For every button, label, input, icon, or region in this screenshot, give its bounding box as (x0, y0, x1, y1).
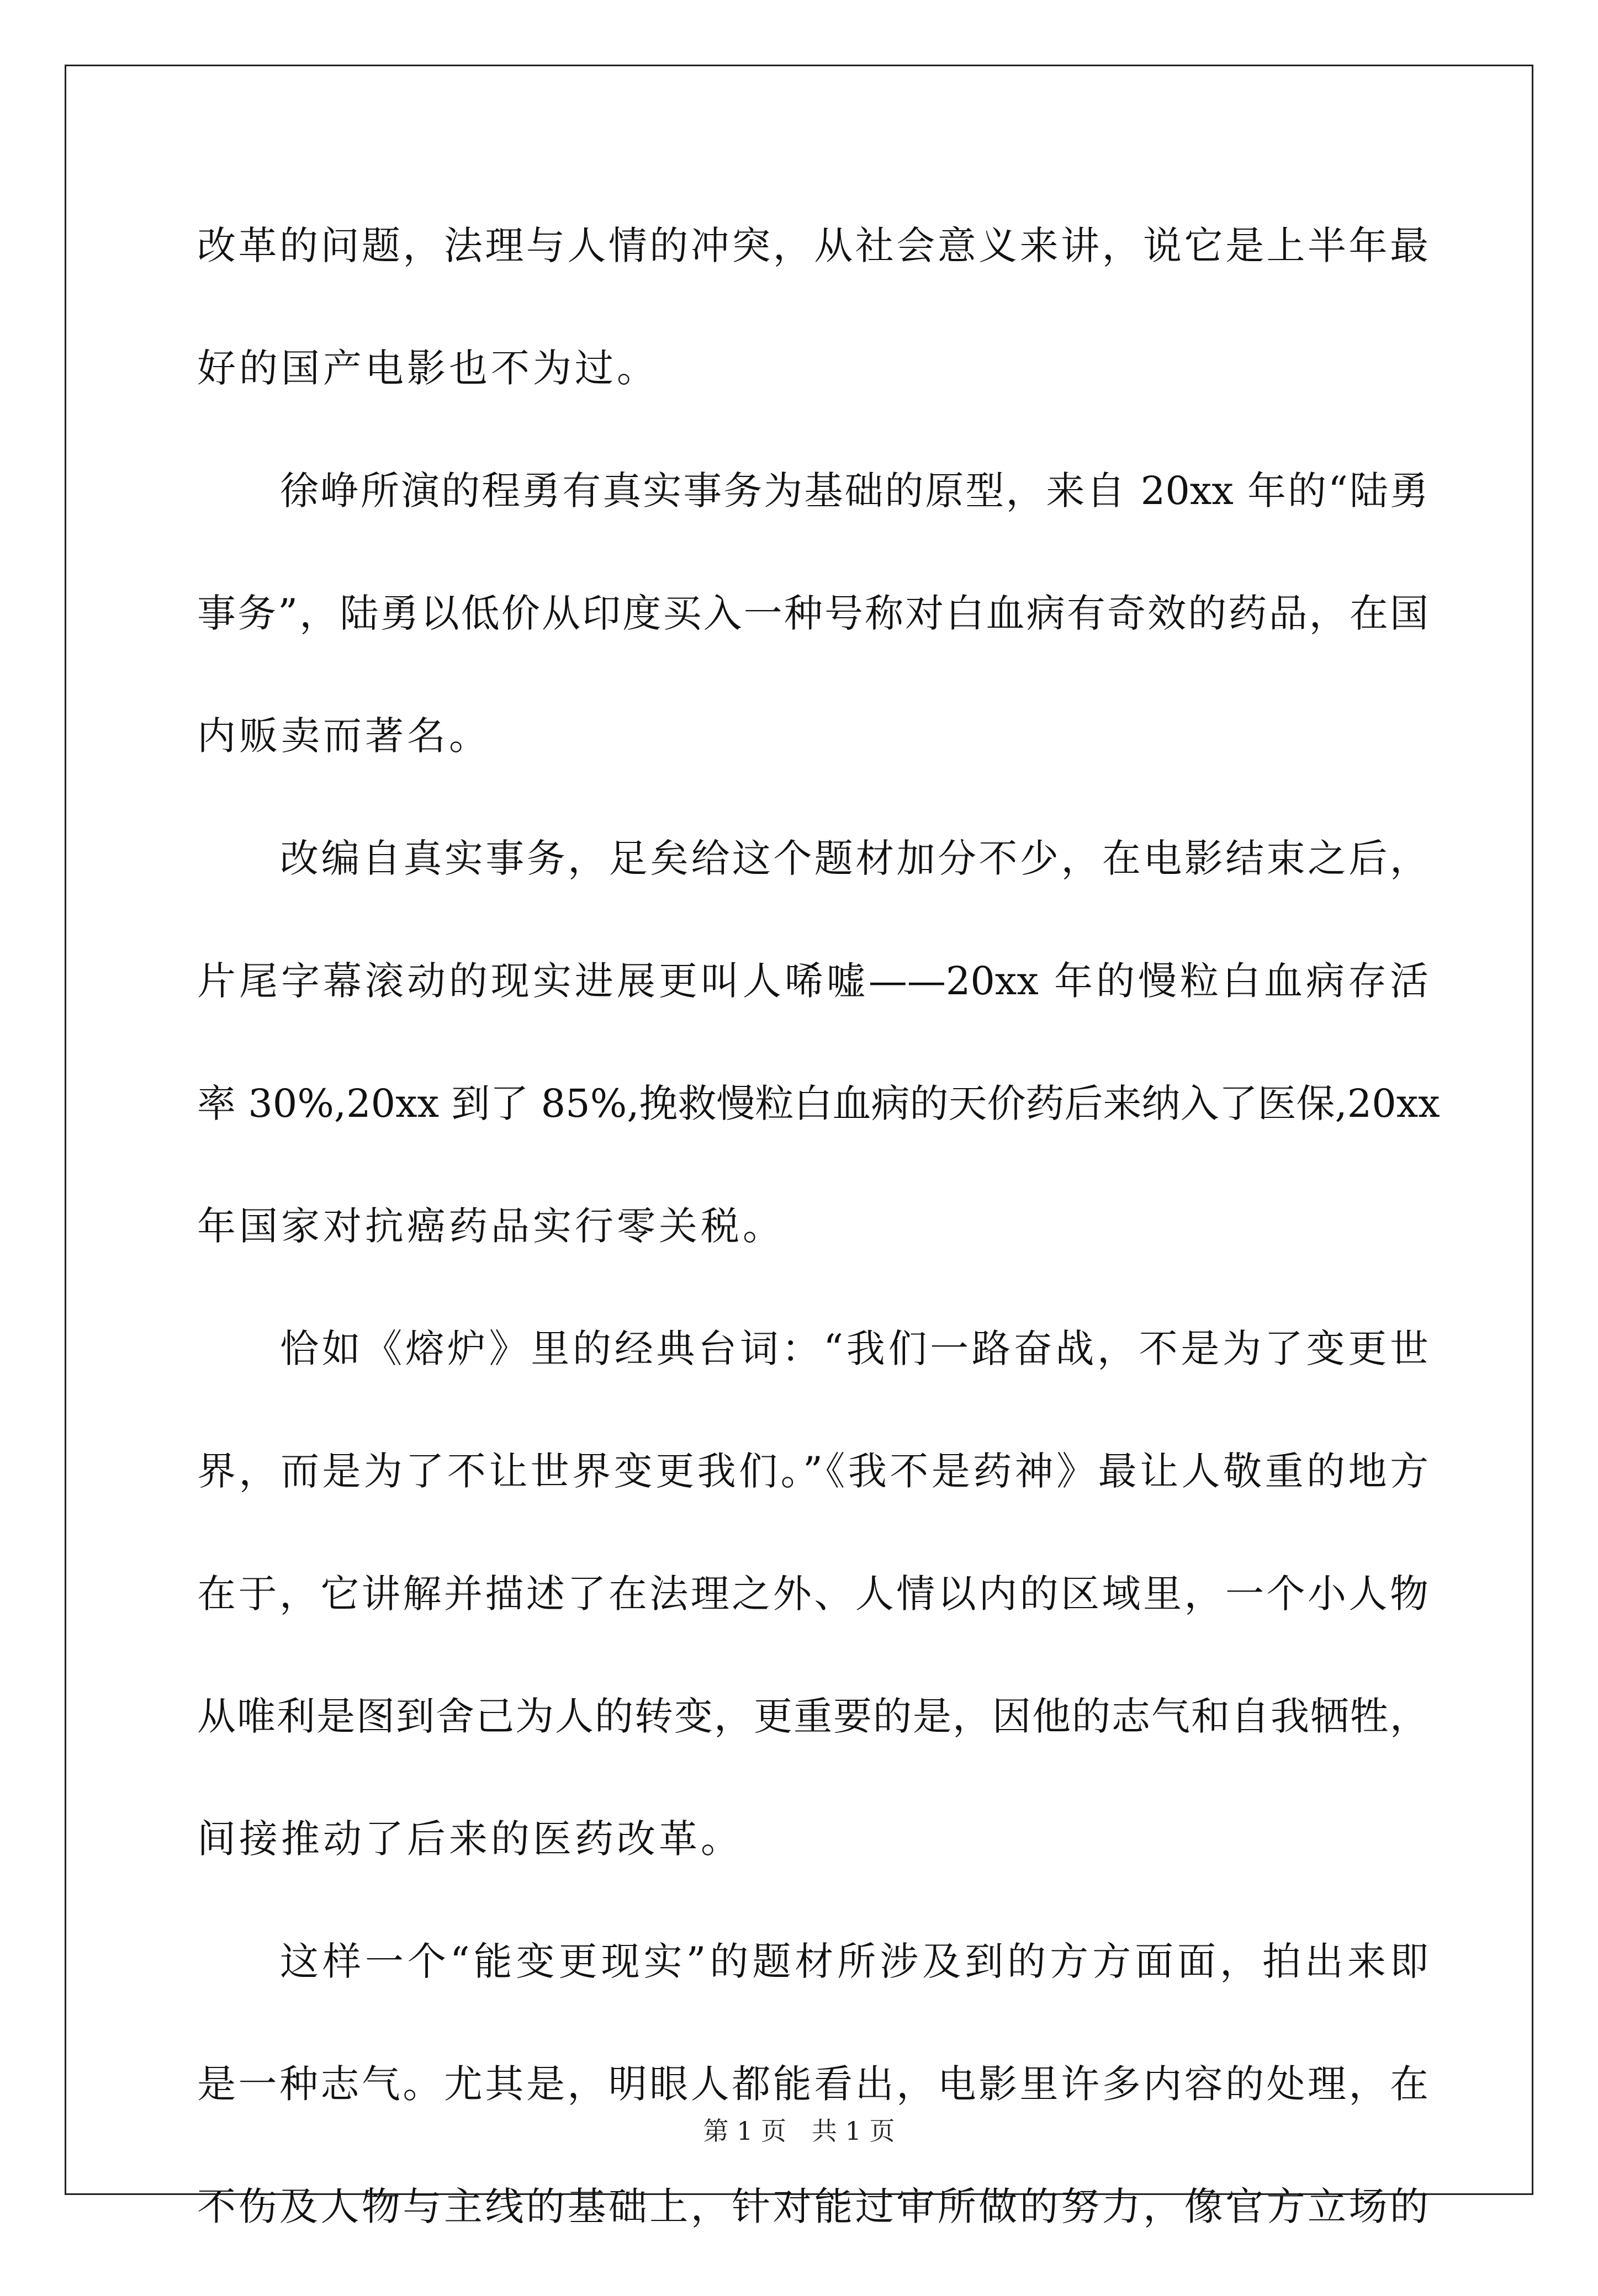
text-line: 事务”，陆勇以低价从印度买入一种号称对白血病有奇效的药品，在国 (197, 591, 1428, 636)
document-body (197, 213, 1440, 2296)
text-line: 间接推动了后来的医药改革。 (197, 1816, 743, 1862)
text-line: 这样一个“能变更现实”的题材所涉及到的方方面面，拍出来即 (280, 1939, 1428, 1984)
text-line: 不伤及人物与主线的基础上，针对能过审所做的努力，像官方立场的 (197, 2184, 1428, 2229)
text-line: 片尾字幕滚动的现实进展更叫人唏嘘——20xx 年的慢粒白血病存活 (197, 958, 1428, 1004)
text-line: 改革的问题，法理与人情的冲突，从社会意义来讲，说它是上半年最 (197, 223, 1428, 268)
text-line: 恰如《熔炉》里的经典台词：“我们一路奋战，不是为了变更世 (280, 1326, 1428, 1371)
text-line: 改编自真实事务，足矣给这个题材加分不少，在电影结束之后， (280, 836, 1428, 881)
text-line: 界，而是为了不让世界变更我们。”《我不是药神》最让人敬重的地方 (197, 1449, 1428, 1494)
text-line: 好的国产电影也不为过。 (197, 346, 659, 391)
text-line: 徐峥所演的程勇有真实事务为基础的原型，来自 20xx 年的“陆勇 (280, 468, 1428, 513)
text-line: 是一种志气。尤其是，明眼人都能看出，电影里许多内容的处理，在 (197, 2061, 1428, 2107)
text-line: 率 30%,20xx 到了 85%,挽救慢粒白血病的天价药后来纳入了医保,20xx (197, 1081, 1440, 1126)
text-line: 在于，它讲解并描述了在法理之外、人情以内的区域里，一个小人物 (197, 1571, 1428, 1616)
text-line: 从唯利是图到舍己为人的转变，更重要的是，因他的志气和自我牺牲， (197, 1694, 1428, 1739)
text-line: 内贩卖而著名。 (197, 713, 491, 759)
text-line: 年国家对抗癌药品实行零关税。 (197, 1203, 785, 1249)
page-footer: 第 1 页 共 1 页 (703, 2116, 895, 2146)
